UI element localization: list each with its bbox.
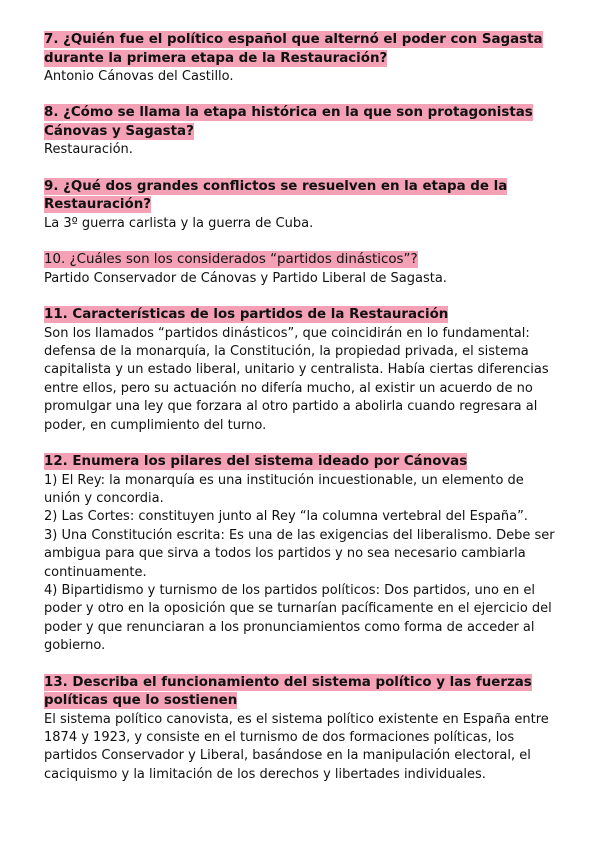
question-7-heading <box>44 31 564 68</box>
question-10-answer <box>44 270 564 288</box>
question-9-heading <box>44 178 564 215</box>
answer-line: La 3º guerra carlista y la guerra de Cuba. <box>44 215 314 231</box>
answer-line-pillar-2: 2) Las Cortes: constituyen junto al Rey “la columna vertebral del España”. <box>44 509 528 525</box>
answer-line-pillar-4: 4) Bipartidismo y turnismo de los partidos políticos: Dos partidos, uno en el poder y otro en la oposición que se turnarían pacíficamente en el ejercicio del poder y que renunciaran a los pronunciamientos como forma de acceder al gobierno. <box>44 583 552 654</box>
question-13-section <box>44 674 564 785</box>
question-11-section <box>44 306 564 435</box>
question-8-section <box>44 104 564 159</box>
question-13-text: 13. Describa el funcionamiento del sistema político y las fuerzas políticas que lo sostienen <box>44 674 532 709</box>
answer-line: Restauración. <box>44 142 133 158</box>
question-8-heading <box>44 104 564 141</box>
question-9-text: 9. ¿Qué dos grandes conflictos se resuelven en la etapa de la Restauración? <box>44 178 508 213</box>
question-12-heading <box>44 453 564 472</box>
answer-line-pillar-1: 1) El Rey: la monarquía es una institución incuestionable, un elemento de unión y concordia. <box>44 472 524 506</box>
answer-line: Antonio Cánovas del Castillo. <box>44 69 234 84</box>
question-9-section <box>44 178 564 233</box>
question-13-answer <box>44 711 564 785</box>
question-10-section <box>44 251 564 288</box>
question-12-section <box>44 453 564 656</box>
question-10-text: 10. ¿Cuáles son los considerados “partidos dinásticos”? <box>44 252 418 268</box>
answer-line: Partido Conservador de Cánovas y Partido Liberal de Sagasta. <box>44 270 447 286</box>
question-12-answer <box>44 472 564 656</box>
question-11-heading <box>44 306 564 325</box>
question-8-text: 8. ¿Cómo se llama la etapa histórica en la que son protagonistas Cánovas y Sagasta? <box>44 105 533 139</box>
question-13-heading <box>44 674 564 711</box>
question-12-text: 12. Enumera los pilares del sistema ideado por Cánovas <box>44 454 468 470</box>
question-10-heading <box>44 251 564 270</box>
question-11-text: 11. Características de los partidos de la Restauración <box>44 307 449 323</box>
answer-line: El sistema político canovista, es el sistema político existente en España entre 1874 y 1923, y consiste en el turnismo de dos formaciones políticas, los partidos Conservador y Liberal, basándose en la manipulación electoral, el caciquismo y la limitación de los derechos y libertades individuales. <box>44 711 549 782</box>
answer-line-pillar-3: 3) Una Constitución escrita: Es una de las exigencias del liberalismo. Debe ser ambigua para que sirva a todos los partidos y no sea necesario cambiarla continuamente. <box>44 527 555 580</box>
question-7-answer <box>44 68 564 86</box>
question-9-answer <box>44 215 564 233</box>
document-page <box>44 31 564 802</box>
question-8-answer <box>44 141 564 159</box>
question-11-answer <box>44 325 564 435</box>
question-7-text: 7. ¿Quién fue el político español que alternó el poder con Sagasta durante la primera etapa de la Restauración? <box>44 32 543 66</box>
answer-line: Son los llamados “partidos dinásticos”, que coincidirán en lo fundamental: defensa de la monarquía, la Constitución, la propiedad privada, el sistema capitalista y un estado liberal, unitario y centralista. Había ciertas diferencias entre ellos, pero su actuación no difería mucho, al existir un acuerdo de no promulgar una ley que forzara al otro partido a abolirla cuando regresara al poder, en cumplimiento del turno. <box>44 325 549 433</box>
question-7-section <box>44 31 564 86</box>
